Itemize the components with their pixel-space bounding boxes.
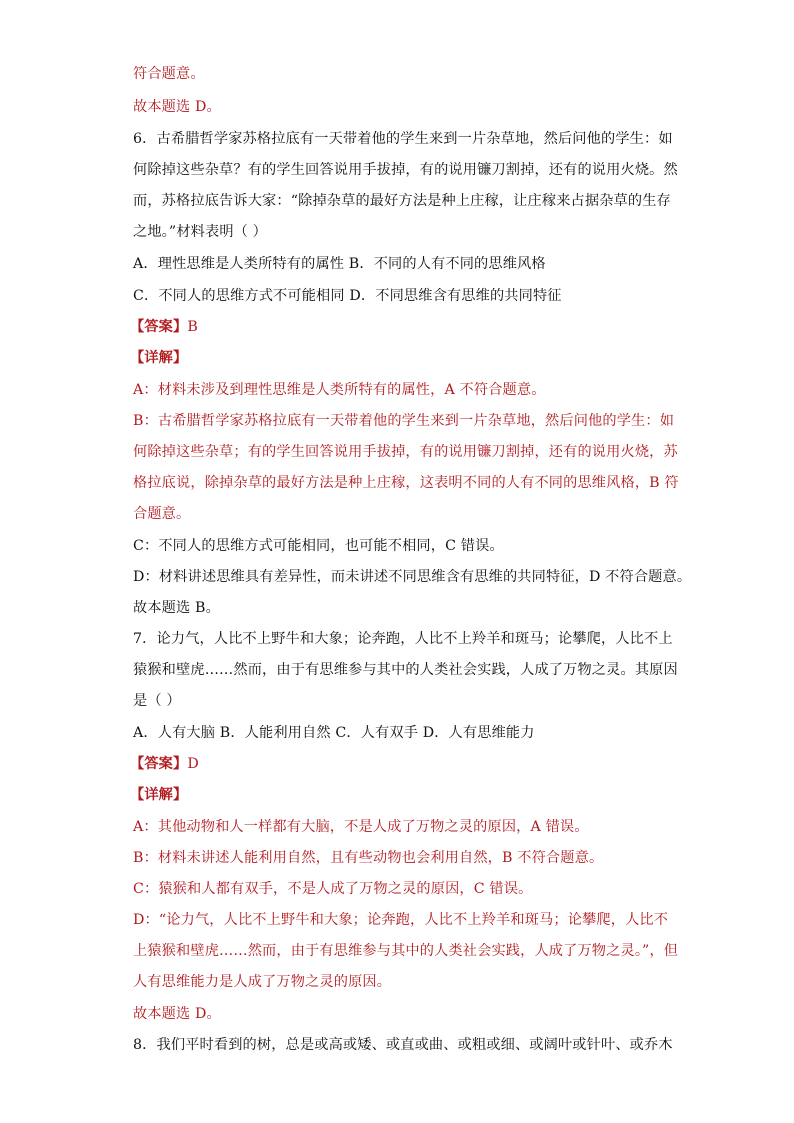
answer-label: 【答案】 xyxy=(130,319,188,335)
answer-line xyxy=(130,316,670,338)
question-6-text: 何除掉这些杂草？有的学生回答说用手拔掉，有的说用镰刀割掉，还有的说用火烧。然 xyxy=(133,162,678,178)
explanation-line: 人有思维能力是人成了万物之灵的原因。 xyxy=(133,974,392,990)
question-7-text: 7．论力气，人比不上野牛和大象；论奔跑，人比不上羚羊和斑马；论攀爬，人比不上 xyxy=(133,631,673,647)
answer-label: 【答案】 xyxy=(130,756,188,772)
explanation-line: 格拉底说，除掉杂草的最好方法是种上庄稼，这表明不同的人有不同的思维风格，B 符 xyxy=(133,475,679,491)
answer-line xyxy=(130,753,670,775)
question-6-options: A．理性思维是人类所特有的属性 B．不同的人有不同的思维风格 xyxy=(133,256,546,272)
question-7-options: A．人有大脑 B．人能利用自然 C．人有双手 D．人有思维能力 xyxy=(133,725,535,741)
question-6-options: C．不同人的思维方式不可能相同 D．不同思维含有思维的共同特征 xyxy=(133,288,562,304)
answer-value: D xyxy=(187,756,199,772)
question-6-text: 而，苏格拉底告诉大家：“除掉杂草的最好方法是种上庄稼，让庄稼来占据杂草的生存 xyxy=(133,193,671,209)
explanation-line: A：材料未涉及到理性思维是人类所特有的属性，A 不符合题意。 xyxy=(133,382,546,398)
conclusion-line: 故本题选 D。 xyxy=(133,99,221,115)
question-6-text: 6．古希腊哲学家苏格拉底有一天带着他的学生来到一片杂草地，然后问他的学生：如 xyxy=(133,131,673,147)
explanation-line: C：猿猴和人都有双手，不是人成了万物之灵的原因，C 错误。 xyxy=(133,881,533,897)
question-8-text: 8．我们平时看到的树，总是或高或矮、或直或曲、或粗或细、或阔叶或针叶、或乔木 xyxy=(133,1037,673,1053)
explanation-heading: 【详解】 xyxy=(130,787,188,803)
explanation-line: B：材料未讲述人能利用自然，且有些动物也会利用自然，B 不符合题意。 xyxy=(133,850,604,866)
question-6-text: 之地。”材料表明（ ） xyxy=(133,224,268,240)
explanation-line: B：古希腊哲学家苏格拉底有一天带着他的学生来到一片杂草地，然后问他的学生：如 xyxy=(133,413,675,429)
explanation-line: 何除掉这些杂草；有的学生回答说用手拔掉，有的说用镰刀割掉，还有的说用火烧，苏 xyxy=(133,444,678,460)
explanation-line: A：其他动物和人一样都有大脑，不是人成了万物之灵的原因，A 错误。 xyxy=(133,819,589,835)
conclusion-line: 故本题选 B。 xyxy=(133,600,220,616)
explanation-line: C：不同人的思维方式可能相同，也可能不相同，C 错误。 xyxy=(133,538,504,554)
question-7-text: 猿猴和壁虎……然而，由于有思维参与其中的人类社会实践，人成了万物之灵。其原因 xyxy=(133,662,678,678)
conclusion-line: 故本题选 D。 xyxy=(133,1006,221,1022)
explanation-line: D：“论力气，人比不上野牛和大象；论奔跑，人比不上羚羊和斑马；论攀爬，人比不 xyxy=(133,912,669,928)
answer-value: B xyxy=(187,319,198,335)
explanation-line: D：材料讲述思维具有差异性，而未讲述不同思维含有思维的共同特征，D 不符合题意。 xyxy=(133,569,692,585)
explanation-heading: 【详解】 xyxy=(130,350,188,366)
explanation-line: 合题意。 xyxy=(133,506,191,522)
explanation-line: 符合题意。 xyxy=(133,66,205,82)
question-7-text: 是（ ） xyxy=(133,693,181,709)
explanation-line: 上猿猴和壁虎……然而，由于有思维参与其中的人类社会实践，人成了万物之灵。”，但 xyxy=(133,943,679,959)
